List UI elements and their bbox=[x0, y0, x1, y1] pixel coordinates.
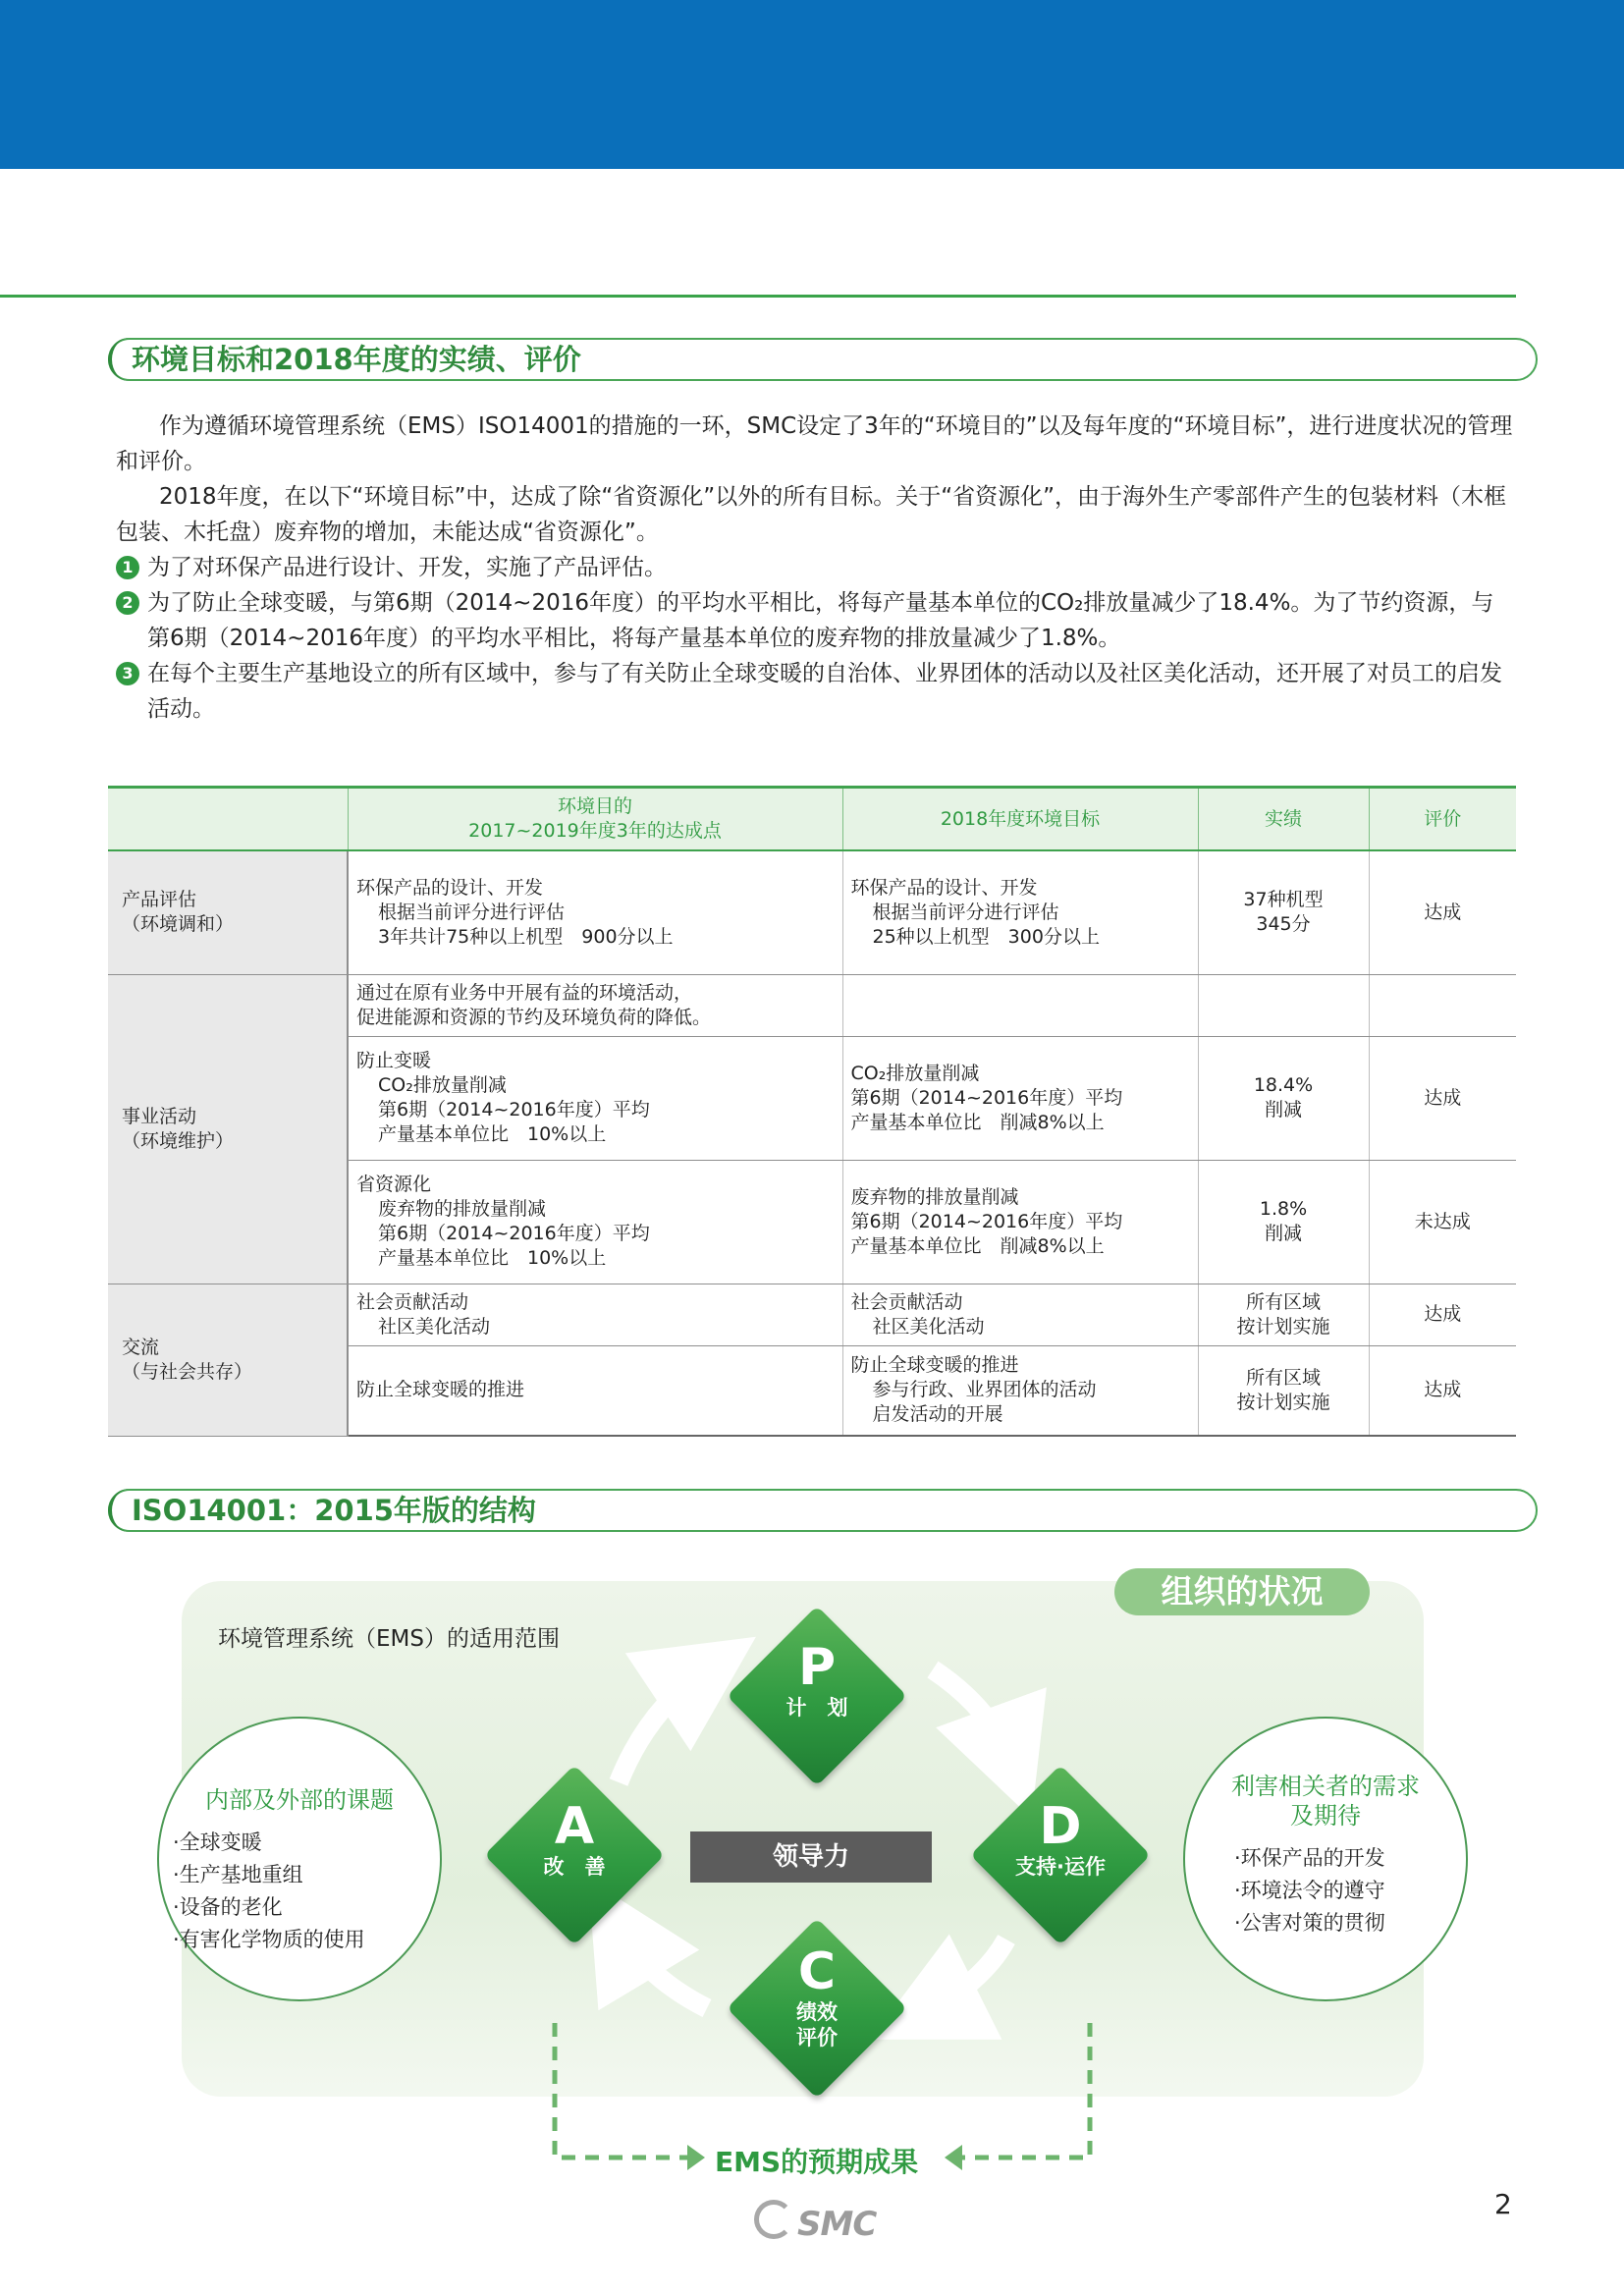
list-item-text: 为了对环保产品进行设计、开发，实施了产品评估。 bbox=[147, 555, 667, 580]
smc-logo bbox=[754, 2200, 876, 2244]
do-label bbox=[972, 1799, 1149, 1880]
cell-line: 第6期（2014~2016年度）平均 bbox=[850, 1210, 1123, 1232]
cell-line: 按计划实施 bbox=[1236, 1315, 1330, 1338]
header-objective-line1: 环境目的 bbox=[557, 795, 632, 817]
arrowhead-right bbox=[945, 2145, 962, 2170]
target-cell bbox=[842, 1284, 1198, 1345]
act-letter: A bbox=[554, 1797, 595, 1856]
arrow-a-to-p bbox=[619, 1669, 707, 1782]
cell-line: 削减 bbox=[1264, 1099, 1302, 1120]
result-cell bbox=[1198, 1284, 1369, 1345]
environment-goals-table bbox=[108, 786, 1516, 1437]
cell-line: 根据当前评分进行评估 bbox=[378, 901, 566, 923]
cell-line: 37种机型 bbox=[1243, 889, 1324, 911]
check-text-line1: 绩效 bbox=[796, 2000, 838, 2024]
list-item: ·设备的老化 bbox=[173, 1895, 283, 1919]
header-evaluation: 评价 bbox=[1369, 788, 1516, 851]
category-sublabel: （环境调和） bbox=[122, 913, 235, 936]
arrow-d-to-c bbox=[923, 1940, 1006, 2013]
header-result: 实绩 bbox=[1198, 788, 1369, 851]
cell-line: 环保产品的设计、开发 bbox=[850, 876, 1038, 899]
arrow-p-to-d bbox=[933, 1669, 1011, 1763]
ems-scope-label: 环境管理系统（EMS）的适用范围 bbox=[218, 1626, 560, 1652]
evaluation-cell: 达成 bbox=[1369, 1345, 1516, 1436]
list-item bbox=[116, 585, 1515, 656]
number-badge: 2 bbox=[116, 591, 139, 615]
cell-line: 345分 bbox=[1256, 913, 1311, 936]
list-item: ·有害化学物质的使用 bbox=[173, 1928, 365, 1951]
check-text-line2: 评价 bbox=[796, 2026, 838, 2049]
cell-line: CO₂排放量削减 bbox=[850, 1062, 980, 1084]
cell-line: 18.4% bbox=[1253, 1074, 1314, 1096]
cell-line: CO₂排放量削减 bbox=[378, 1074, 507, 1096]
objective-cell: 防止全球变暖的推进 bbox=[348, 1345, 842, 1436]
cell-line: 1.8% bbox=[1259, 1198, 1308, 1220]
objective-cell bbox=[348, 1160, 842, 1284]
category-communication bbox=[108, 1284, 348, 1436]
plan-label bbox=[729, 1640, 905, 1721]
table-header-row bbox=[108, 788, 1516, 851]
objective-cell bbox=[348, 1284, 842, 1345]
cell-line: 25种以上机型 300分以上 bbox=[872, 925, 1100, 948]
cell-line: 第6期（2014~2016年度）平均 bbox=[378, 1099, 650, 1120]
target-cell bbox=[842, 850, 1198, 974]
cell-line: 所有区域 bbox=[1245, 1290, 1321, 1313]
evaluation-cell: 达成 bbox=[1369, 850, 1516, 974]
smc-logo-text: SMC bbox=[797, 2205, 877, 2244]
cell-line: 省资源化 bbox=[356, 1174, 432, 1195]
number-badge: 1 bbox=[116, 556, 139, 579]
evaluation-cell: 未达成 bbox=[1369, 1160, 1516, 1284]
arrowhead-left bbox=[687, 2145, 705, 2170]
cell-line: 产量基本单位比 10%以上 bbox=[378, 1123, 607, 1145]
category-label: 产品评估 bbox=[122, 889, 197, 911]
cell-line: 参与行政、业界团体的活动 bbox=[872, 1379, 1097, 1401]
header-objective bbox=[348, 788, 842, 851]
table-row bbox=[108, 1284, 1516, 1345]
list-item: ·生产基地重组 bbox=[173, 1863, 303, 1886]
category-product-assessment bbox=[108, 850, 348, 974]
intro-paragraph-2: 2018年度，在以下“环境目标”中，达成了除“省资源化”以外的所有目标。关于“省资源化”，由于海外生产零部件产生的包装材料（木框包装、木托盘）废弃物的增加，未能达成“省资源化”。 bbox=[116, 484, 1507, 545]
cell-line: 社区美化活动 bbox=[872, 1315, 985, 1338]
cell-line: 社会贡献活动 bbox=[850, 1290, 963, 1313]
circle-title bbox=[1185, 1772, 1466, 1831]
number-badge: 3 bbox=[116, 662, 139, 685]
issues-list bbox=[173, 1827, 440, 1956]
cell-line: 根据当前评分进行评估 bbox=[872, 901, 1059, 923]
objective-cell bbox=[348, 850, 842, 974]
header-category bbox=[108, 788, 348, 851]
target-cell bbox=[842, 1036, 1198, 1160]
cell-line: 所有区域 bbox=[1245, 1366, 1321, 1389]
category-label: 交流 bbox=[122, 1336, 160, 1358]
do-letter: D bbox=[1039, 1797, 1082, 1856]
category-sublabel: （环境维护） bbox=[122, 1129, 235, 1152]
cell-line: 削减 bbox=[1264, 1223, 1302, 1244]
list-item: ·全球变暖 bbox=[173, 1831, 262, 1854]
header-banner bbox=[0, 0, 1624, 169]
cell-line: 社会贡献活动 bbox=[356, 1290, 469, 1313]
target-cell bbox=[842, 974, 1198, 1036]
cell-line: 启发活动的开展 bbox=[872, 1403, 1003, 1426]
table-row bbox=[108, 974, 1516, 1036]
result-cell bbox=[1198, 974, 1369, 1036]
list-item bbox=[116, 656, 1515, 727]
check-letter: C bbox=[797, 1942, 837, 2001]
table-row bbox=[108, 850, 1516, 974]
cell-line: 社区美化活动 bbox=[378, 1315, 491, 1338]
circle-title-line2: 及期待 bbox=[1290, 1802, 1361, 1830]
category-label: 事业活动 bbox=[122, 1105, 197, 1127]
list-item-text: 为了防止全球变暖，与第6期（2014~2016年度）的平均水平相比，将每产量基本单位的CO₂排放量减少了18.4%。为了节约资源，与第6期（2014~2016年度）的平均水平相比，将每产量基本单位的废弃物的排放量减少了1.8%。 bbox=[147, 590, 1494, 651]
pdca-cycle bbox=[461, 1611, 1178, 2062]
cell-line: 防止变暖 bbox=[356, 1050, 432, 1071]
cell-line: 环保产品的设计、开发 bbox=[356, 876, 544, 899]
plan-text: 计 划 bbox=[785, 1696, 848, 1720]
cell-line: 产量基本单位比 削减8%以上 bbox=[850, 1234, 1105, 1257]
category-sublabel: （与社会共存） bbox=[122, 1360, 253, 1383]
cell-line: 促进能源和资源的节约及环境负荷的降低。 bbox=[356, 1006, 712, 1028]
list-item: ·公害对策的贯彻 bbox=[1234, 1911, 1385, 1935]
plan-letter: P bbox=[797, 1638, 837, 1697]
evaluation-cell: 达成 bbox=[1369, 1036, 1516, 1160]
needs-list bbox=[1234, 1842, 1466, 1940]
stakeholder-needs-circle bbox=[1183, 1717, 1468, 2001]
leadership-bar: 领导力 bbox=[690, 1831, 932, 1883]
list-item-text: 在每个主要生产基地设立的所有区域中，参与了有关防止全球变暖的自治体、业界团体的活动以及社区美化活动，还开展了对员工的启发活动。 bbox=[147, 661, 1502, 722]
header-objective-line2: 2017~2019年度3年的达成点 bbox=[468, 820, 722, 842]
ems-outcome-label: EMS的预期成果 bbox=[715, 2146, 919, 2178]
intro-paragraph-1: 作为遵循环境管理系统（EMS）ISO14001的措施的一环，SMC设定了3年的“环境目的”以及每年度的“环境目标”，进行进度状况的管理和评价。 bbox=[116, 413, 1513, 474]
cell-line: 废弃物的排放量削减 bbox=[850, 1185, 1019, 1208]
cell-line: 第6期（2014~2016年度）平均 bbox=[850, 1086, 1123, 1109]
organization-context-badge: 组织的状况 bbox=[1114, 1568, 1370, 1615]
header-divider bbox=[0, 295, 1516, 298]
act-label bbox=[486, 1799, 663, 1880]
result-cell bbox=[1198, 1036, 1369, 1160]
check-label bbox=[729, 1944, 905, 2050]
target-cell bbox=[842, 1345, 1198, 1436]
smc-logo-icon bbox=[754, 2200, 793, 2239]
arrow-c-to-a bbox=[619, 1930, 707, 2008]
result-cell bbox=[1198, 850, 1369, 974]
page-number: 2 bbox=[1494, 2188, 1512, 2220]
act-text: 改 善 bbox=[543, 1855, 606, 1879]
circle-title: 内部及外部的课题 bbox=[205, 1786, 394, 1814]
section-title-iso-structure: ISO14001：2015年版的结构 bbox=[108, 1489, 1538, 1532]
cell-line: 通过在原有业务中开展有益的环境活动， bbox=[356, 981, 693, 1004]
header-target: 2018年度环境目标 bbox=[842, 788, 1198, 851]
target-cell bbox=[842, 1160, 1198, 1284]
result-cell bbox=[1198, 1345, 1369, 1436]
cell-line: 按计划实施 bbox=[1236, 1391, 1330, 1413]
evaluation-cell bbox=[1369, 974, 1516, 1036]
cell-line: 废弃物的排放量削减 bbox=[378, 1198, 547, 1220]
evaluation-cell: 达成 bbox=[1369, 1284, 1516, 1345]
list-item bbox=[116, 550, 1515, 585]
do-text: 支持·运作 bbox=[1015, 1855, 1106, 1879]
objective-cell bbox=[348, 974, 842, 1036]
list-item: ·环保产品的开发 bbox=[1234, 1846, 1385, 1870]
circle-title-line1: 利害相关者的需求 bbox=[1231, 1773, 1420, 1800]
section-title-environment-goals: 环境目标和2018年度的实绩、评价 bbox=[108, 338, 1538, 381]
cell-line: 防止全球变暖的推进 bbox=[850, 1354, 1019, 1377]
list-item: ·环境法令的遵守 bbox=[1234, 1879, 1385, 1902]
cell-line: 产量基本单位比 削减8%以上 bbox=[850, 1111, 1105, 1133]
cell-line: 第6期（2014~2016年度）平均 bbox=[378, 1223, 650, 1244]
objective-cell bbox=[348, 1036, 842, 1160]
cell-line: 产量基本单位比 10%以上 bbox=[378, 1247, 607, 1269]
internal-external-issues-circle bbox=[157, 1717, 442, 2001]
result-cell bbox=[1198, 1160, 1369, 1284]
category-business-activities bbox=[108, 974, 348, 1284]
intro-text bbox=[116, 409, 1515, 727]
cell-line: 3年共计75种以上机型 900分以上 bbox=[378, 925, 674, 948]
